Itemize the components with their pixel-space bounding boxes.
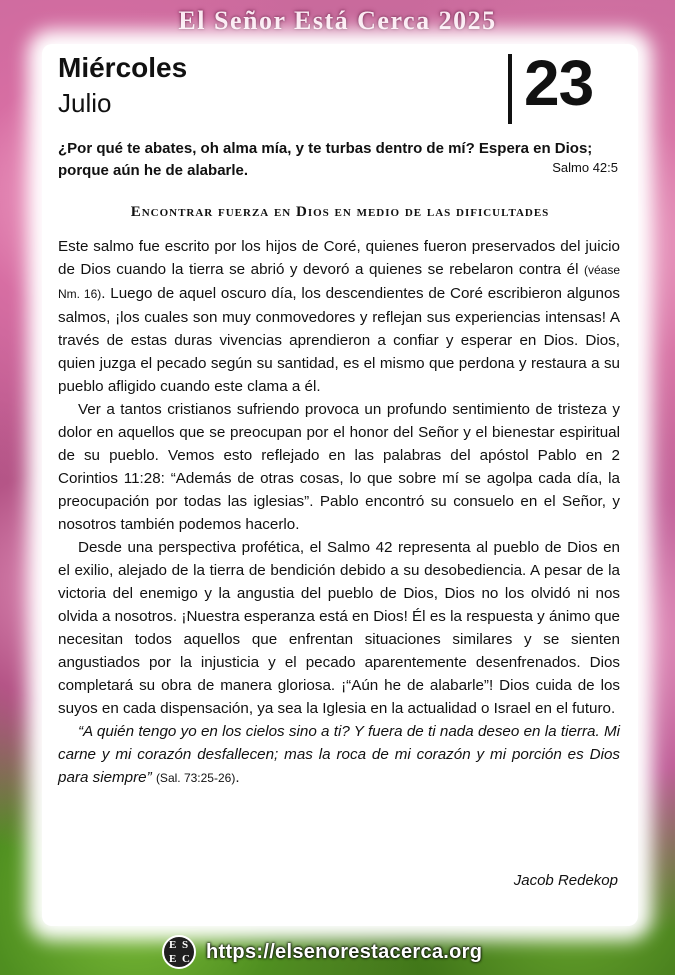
devotional-card (42, 44, 638, 926)
quote-reference: (Sal. 73:25-26) (155, 771, 236, 785)
day-number: 23 (524, 47, 594, 119)
site-logo[interactable] (162, 935, 196, 969)
logo-letter: S (182, 939, 189, 951)
paragraph-1: Este salmo fue escrito por los hijos de Coré, quienes fueron preservados del juicio de Dios cuando la tierra se abrió y devoró a quienes se rebelaron contra él (véase Nm. 16). Luego de aquel oscuro día, los descendientes de Coré escribieron algunos salmos, ¡los cuales son muy conmovedores y reflejan sus experiencias intensas! A través de estas duras vivencias aprendieron a confiar y esperar en Dios. Dios, quien juzga el pecado según su santidad, es el mismo que perdona y restaura a su pueblo afligido cuando este clama a él. (58, 238, 620, 395)
paragraph-3: Desde una perspectiva profética, el Salmo 42 representa al pueblo de Dios en el exilio, alejado de la tierra de bendición debido a su desobediencia. A pesar de la victoria del enemigo y la angustia del pueblo de Dios, Dios no los olvidó ni nos olvida a nosotros. ¡Nuestra esperanza está en Dios! Él es la respuesta y ánimo que necesitan todos aquellos que enfrentan situaciones similares y se sienten angustiados por la injusticia y el pecado aparentemente desenfrenados. Dios completará su obra de manera gloriosa. ¡“Aún he de alabarle”! Dios cuida de los suyos en cada dispensación, ya sea la Iglesia en la actualidad o Israel en el futuro. (58, 539, 620, 717)
paragraph-2: Ver a tantos cristianos sufriendo provoca un profundo sentimiento de tristeza y dolor en aquellos que se preocupan por el honor del Señor y el bienestar espiritual de su pueblo. Vemos esto reflejado en las palabras del apóstol Pablo en 2 Corintios 11:28: “Además de otras cosas, lo que sobre mí se agolpa cada día, la preocupación por todas las iglesias”. Pablo encontró su consuelo en el Señor, y nosotros también podemos hacerlo. (58, 401, 620, 533)
logo-letter: E (169, 953, 177, 965)
logo-letter: E (169, 939, 177, 951)
date-divider (508, 54, 512, 124)
article-title: Encontrar fuerza en Dios en medio de las dificultades (130, 204, 550, 220)
weekday: Miércoles (58, 52, 188, 83)
article-body (58, 235, 620, 790)
author-name: Jacob Redekop (513, 872, 618, 889)
cross-reference: (véase Nm. 16) (58, 263, 620, 301)
closing-quote: “A quién tengo yo en los cielos sino a ti? Y fuera de ti nada deseo en la tierra. Mi carne y mi corazón desfallecen; mas la roca de mi corazón y mi porción es Dios para siempre” (Sal. 73:25-26). (58, 723, 620, 786)
banner-title: El Señor Está Cerca 2025 (178, 6, 497, 35)
key-verse-reference: Salmo 42:5 (552, 160, 618, 175)
key-verse: ¿Por qué te abates, oh alma mía, y te turbas dentro de mí? Espera en Dios; porque aún he de alabarle. (58, 140, 593, 179)
footer (0, 935, 675, 971)
logo-letter: C (182, 953, 190, 965)
website-link[interactable]: https://elsenorestacerca.org (206, 941, 483, 963)
month: Julio (58, 88, 112, 118)
